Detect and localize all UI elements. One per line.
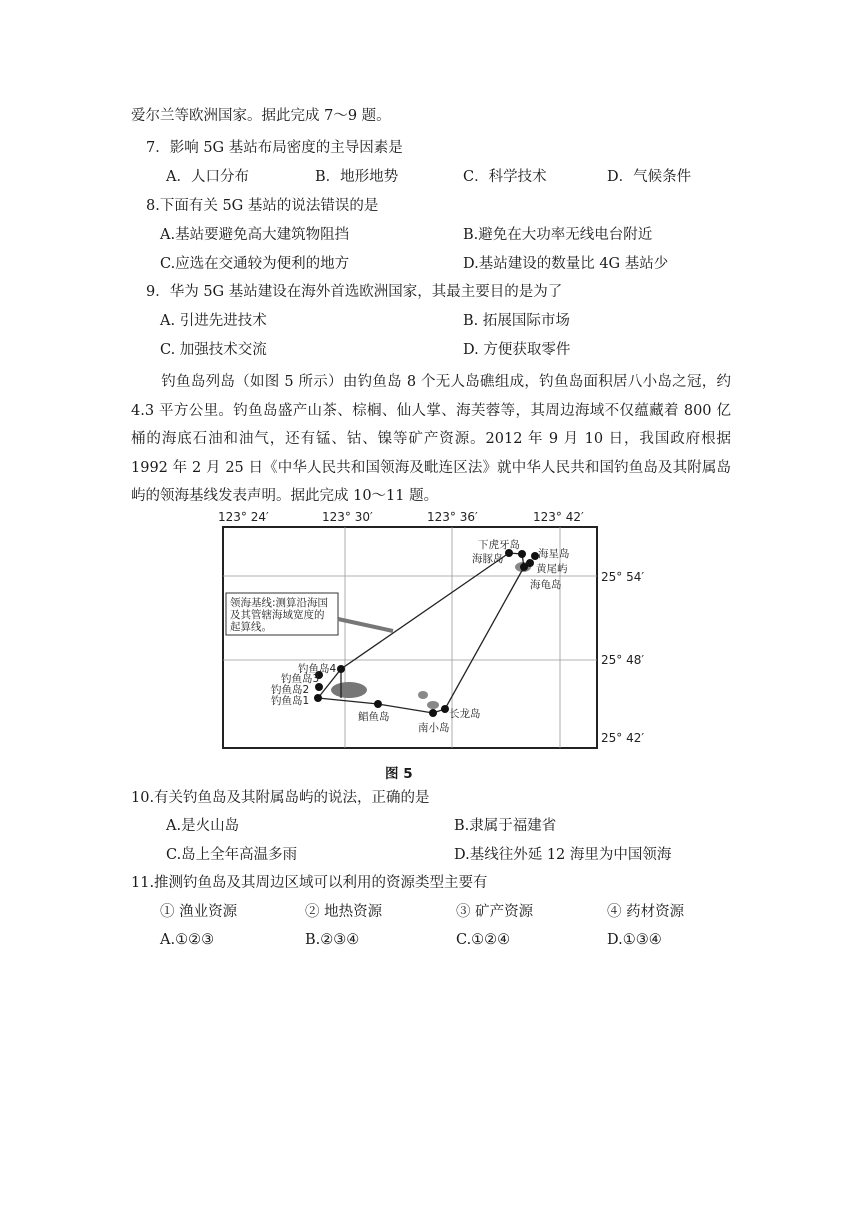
diaoyu-island-shape <box>331 682 367 698</box>
lat-label-2: 25° 48′ <box>601 653 645 667</box>
point-nanxiao <box>429 709 437 717</box>
question-11-stem: 11.推测钓鱼岛及其周边区域可以利用的资源类型主要有 <box>131 875 488 891</box>
q8-option-c: C.应选在交通较为便利的地方 <box>160 256 350 272</box>
q11-item-1: ① 渔业资源 <box>160 904 238 920</box>
q8-option-d: D.基站建设的数量比 4G 基站少 <box>463 256 669 272</box>
lat-label-3: 25° 42′ <box>601 731 645 745</box>
q11-item-4: ④ 药材资源 <box>607 904 685 920</box>
q9-option-a: A. 引进先进技术 <box>160 313 267 329</box>
q10-option-d: D.基线往外延 12 海里为中国领海 <box>454 847 672 863</box>
point-huangwei <box>526 559 534 567</box>
figure-caption: 图 5 <box>385 766 413 782</box>
passage <box>131 368 731 511</box>
nanxiao-island-shape <box>418 691 428 699</box>
q10-option-c: C.岛上全年高温多雨 <box>166 847 298 863</box>
point-gaoyu <box>374 700 382 708</box>
q11-option-a: A.①②③ <box>160 932 215 948</box>
q7-option-c: C．科学技术 <box>463 169 547 185</box>
intro-text: 爱尔兰等欧洲国家。据此完成 7～9 题。 <box>131 108 391 124</box>
point-diaoyu-1 <box>314 694 322 702</box>
callout-line-3: 起算线。 <box>230 621 272 633</box>
label-haitun: 海豚岛 <box>472 553 504 565</box>
label-haixing: 海星岛 <box>538 548 570 560</box>
q7-option-d: D．气候条件 <box>607 169 692 185</box>
q11-option-c: C.①②④ <box>456 932 511 948</box>
question-9-stem: 9．华为 5G 基站建设在海外首选欧洲国家，其最主要目的是为了 <box>146 284 563 300</box>
q7-option-b: B．地形地势 <box>315 169 399 185</box>
lon-label-3: 123° 36′ <box>427 510 478 524</box>
label-huangwei: 黄尾屿 <box>536 563 568 575</box>
question-10-stem: 10.有关钓鱼岛及其附属岛屿的说法，正确的是 <box>131 790 430 806</box>
q11-option-d: D.①③④ <box>607 932 662 948</box>
point-haixing <box>518 550 526 558</box>
point-changlong <box>441 705 449 713</box>
passage-text: 钓鱼岛列岛（如图 5 所示）由钓鱼岛 8 个无人岛礁组成，钓鱼岛面积居八小岛之冠，约 4.3 平方公里。钓鱼岛盛产山茶、棕榈、仙人掌、海芙蓉等，其周边海域不仅蕴藏着 800 亿桶的海底石油和油气，还有锰、钴、镍等矿产资源。2012 年 9 月 10 日，我国政府根据 1992 年 2 月 25 日《中华人民共和国领海及毗连区法》就中华人民共和国钓鱼岛及其附属岛屿的领海基线发表声明。据此完成 10～11 题。 <box>131 374 731 504</box>
lon-label-4: 123° 42′ <box>533 510 584 524</box>
q9-option-b: B. 拓展国际市场 <box>463 313 570 329</box>
callout-line-2: 及其管辖海域宽度的 <box>230 609 325 621</box>
q11-option-b: B.②③④ <box>305 932 360 948</box>
question-8-stem: 8.下面有关 5G 基站的说法错误的是 <box>146 198 379 214</box>
label-changlong: 长龙岛 <box>449 708 481 720</box>
q10-option-b: B.隶属于福建省 <box>454 818 557 834</box>
callout-line-1: 领海基线:测算沿海国 <box>230 597 329 609</box>
label-gaoyu: 鲳鱼岛 <box>358 711 390 723</box>
label-xiahuya: 下虎牙岛 <box>478 539 520 551</box>
q11-item-2: ② 地热资源 <box>305 904 383 920</box>
q8-option-b: B.避免在大功率无线电台附近 <box>463 227 653 243</box>
label-nanxiao: 南小岛 <box>418 722 450 734</box>
label-diaoyu-4: 钓鱼岛4 <box>298 663 337 675</box>
map-frame <box>223 527 597 748</box>
diaoyu-islands-map <box>218 509 678 751</box>
changlong-island-shape <box>427 701 439 709</box>
q11-item-3: ③ 矿产资源 <box>456 904 534 920</box>
label-diaoyu-2: 钓鱼岛2 <box>271 684 310 696</box>
label-haigui: 海龟岛 <box>530 579 562 591</box>
q10-option-a: A.是火山岛 <box>166 818 240 834</box>
lat-label-1: 25° 54′ <box>601 570 645 584</box>
q8-option-a: A.基站要避免高大建筑物阻挡 <box>160 227 350 243</box>
q9-option-d: D. 方便获取零件 <box>463 342 571 358</box>
label-diaoyu-3: 钓鱼岛3 <box>281 673 320 685</box>
point-diaoyu-4 <box>337 665 345 673</box>
q7-option-a: A．人口分布 <box>166 169 249 185</box>
lon-label-1: 123° 24′ <box>218 510 269 524</box>
question-7-stem: 7．影响 5G 基站布局密度的主导因素是 <box>146 140 403 156</box>
label-diaoyu-1: 钓鱼岛1 <box>271 695 310 707</box>
q9-option-c: C. 加强技术交流 <box>160 342 267 358</box>
lon-label-2: 123° 30′ <box>322 510 373 524</box>
